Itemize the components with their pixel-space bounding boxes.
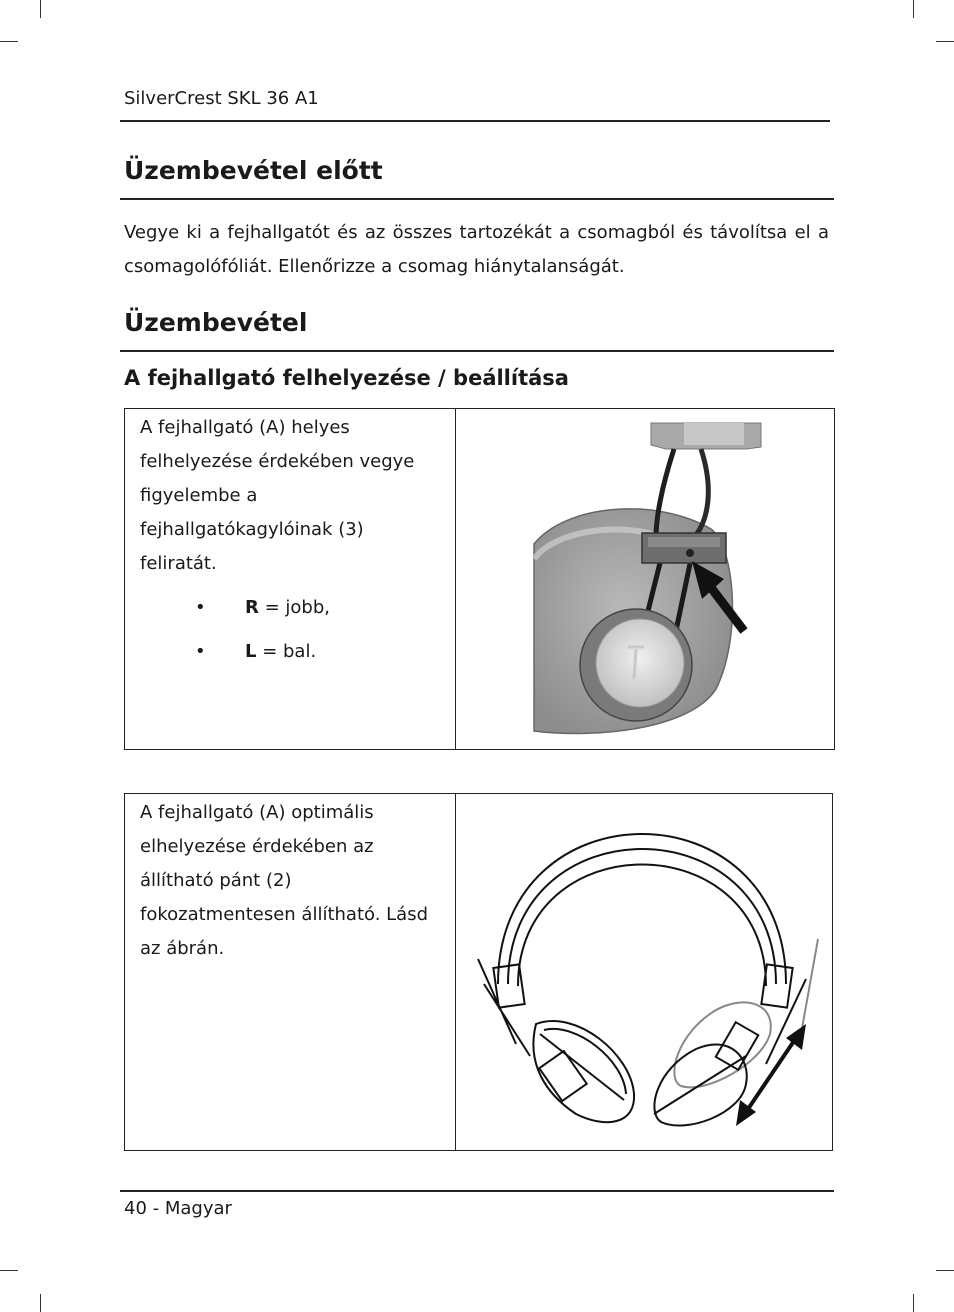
bullet-item	[140, 635, 441, 669]
diagram-cell	[456, 794, 833, 1151]
instruction-text: A fejhallgató (A) helyes felhelyezése érdekében vegye figyelembe a fejhallgatókagylóinak (3) feliratát.	[140, 417, 415, 574]
section-rule	[120, 350, 834, 352]
bullet-text: = bal.	[256, 641, 317, 662]
earcup-label-photo	[456, 409, 834, 749]
page-number: 40 - Magyar	[124, 1198, 232, 1219]
bullet-symbol: •	[195, 597, 206, 618]
running-header: SilverCrest SKL 36 A1	[124, 88, 319, 109]
crop-mark	[936, 1270, 954, 1271]
photo-cell	[456, 409, 835, 750]
instruction-box-2	[124, 793, 833, 1151]
footer-rule	[120, 1190, 834, 1192]
bullet-item	[140, 591, 441, 625]
instruction-text: A fejhallgató (A) optimális elhelyezése érdekében az állítható pánt (2) fokozatmentesen állítható. Lásd az ábrán.	[140, 802, 428, 959]
bullet-text: = jobb,	[258, 597, 330, 618]
section-heading-before-use: Üzembevétel előtt	[124, 156, 383, 185]
crop-mark	[40, 0, 41, 18]
section-paragraph: Vegye ki a fejhallgatót és az összes tartozékát a csomagból és távolítsa el a csomagolófóliát. Ellenőrizze a csomag hiánytalanságát.	[124, 222, 829, 277]
headband-adjust-diagram	[456, 794, 832, 1150]
crop-mark	[40, 1294, 41, 1312]
bullet-key: L	[245, 641, 257, 662]
section-rule	[120, 198, 834, 200]
bullet-symbol: •	[195, 641, 206, 662]
subheading: A fejhallgató felhelyezése / beállítása	[124, 366, 569, 390]
instruction-box-1	[124, 408, 835, 750]
crop-mark	[913, 1294, 914, 1312]
section-heading-use: Üzembevétel	[124, 308, 308, 337]
crop-mark	[936, 41, 954, 42]
instruction-text-cell	[125, 409, 456, 750]
header-rule	[120, 120, 830, 122]
bullet-key: R	[245, 597, 259, 618]
crop-mark	[0, 41, 18, 42]
instruction-text-cell	[125, 794, 456, 1151]
crop-mark	[0, 1270, 18, 1271]
crop-mark	[913, 0, 914, 18]
